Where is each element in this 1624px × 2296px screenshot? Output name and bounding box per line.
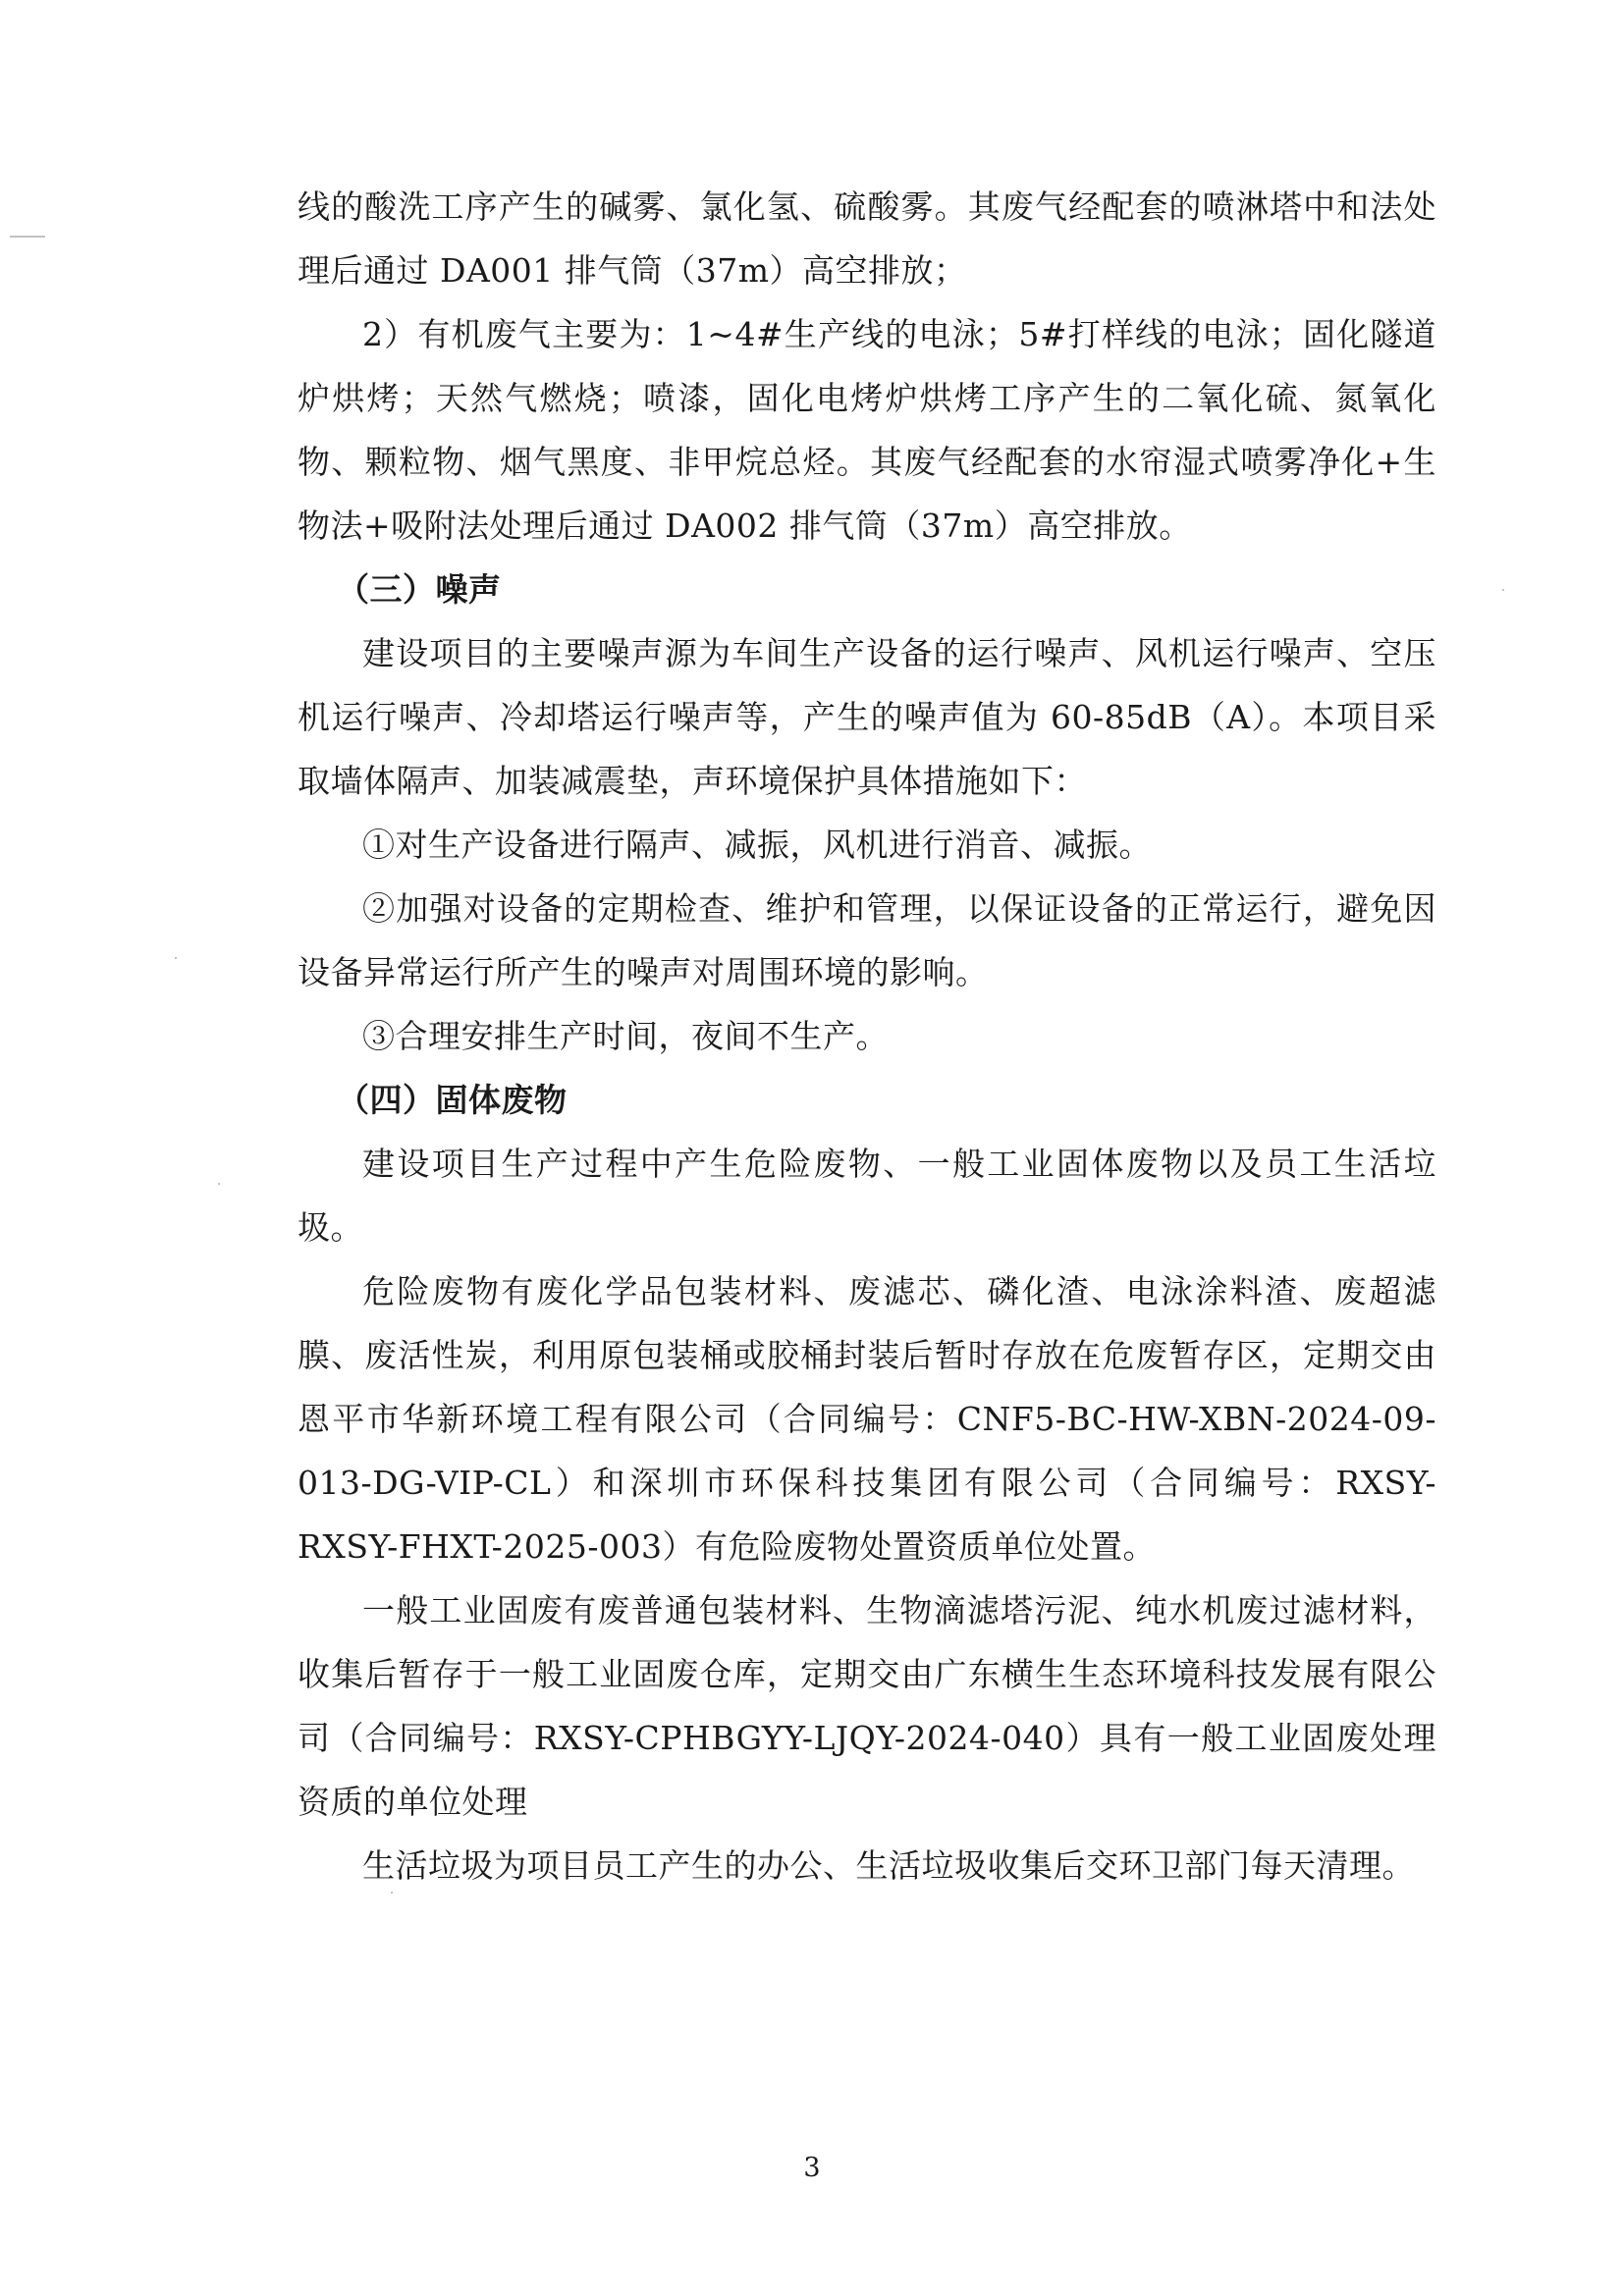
scan-artifact <box>175 957 177 959</box>
document-body <box>298 175 1436 1897</box>
section-heading-solid-waste: （四）固体废物 <box>337 1081 568 1119</box>
paragraph-noise-measure-1: ①对生产设备进行隔声、减振，风机进行消音、减振。 <box>362 826 1152 864</box>
scan-artifact <box>10 236 45 238</box>
paragraph-acid-mist-continued: 线的酸洗工序产生的碱雾、氯化氢、硫酸雾。其废气经配套的喷淋塔中和法处理后通过 DA001 排气筒（37m）高空排放； <box>298 187 1436 290</box>
scan-artifact <box>218 1183 220 1185</box>
page-number: 3 <box>803 2153 821 2183</box>
paragraph-noise-measure-2: ②加强对设备的定期检查、维护和管理，以保证设备的正常运行，避免因设备异常运行所产生的噪声对周围环境的影响。 <box>298 889 1436 991</box>
paragraph-hazardous-waste: 危险废物有废化学品包装材料、废滤芯、磷化渣、电泳涂料渣、废超滤膜、废活性炭，利用原包装桶或胶桶封装后暂时存放在危废暂存区，定期交由恩平市华新环境工程有限公司（合同编号：CNF5-BC-HW-XBN-2024-09-013-DG-VIP-CL）和深圳市环保科技集团有限公司（合同编号：RXSY-RXSY-FHXT-2025-003）有危险废物处置资质单位处置。 <box>298 1272 1436 1566</box>
scan-artifact <box>1502 589 1504 591</box>
paragraph-domestic-waste: 生活垃圾为项目员工产生的办公、生活垃圾收集后交环卫部门每天清理。 <box>362 1846 1415 1885</box>
paragraph-noise-measure-3: ③合理安排生产时间，夜间不生产。 <box>362 1017 889 1055</box>
paragraph-general-industrial-waste: 一般工业固废有废普通包装材料、生物滴滤塔污泥、纯水机废过滤材料，收集后暂存于一般工业固废仓库，定期交由广东横生生态环境科技发展有限公司（合同编号：RXSY-CPHBGYY-LJQY-2024-040）具有一般工业固废处理资质的单位处理 <box>298 1591 1436 1821</box>
section-heading-noise: （三）噪声 <box>337 570 502 609</box>
paragraph-solid-waste-overview: 建设项目生产过程中产生危险废物、一般工业固体废物以及员工生活垃圾。 <box>298 1145 1436 1247</box>
paragraph-noise-sources: 建设项目的主要噪声源为车间生产设备的运行噪声、风机运行噪声、空压机运行噪声、冷却塔运行噪声等，产生的噪声值为 60-85dB（A）。本项目采取墙体隔声、加装减震垫，声环境保护具体措施如下： <box>298 634 1436 800</box>
paragraph-organic-waste-gas: 2）有机废气主要为：1~4#生产线的电泳；5#打样线的电泳；固化隧道炉烘烤；天然气燃烧；喷漆，固化电烤炉烘烤工序产生的二氧化硫、氮氧化物、颗粒物、烟气黑度、非甲烷总烃。其废气经配套的水帘湿式喷雾净化+生物法+吸附法处理后通过 DA002 排气筒（37m）高空排放。 <box>298 315 1436 545</box>
